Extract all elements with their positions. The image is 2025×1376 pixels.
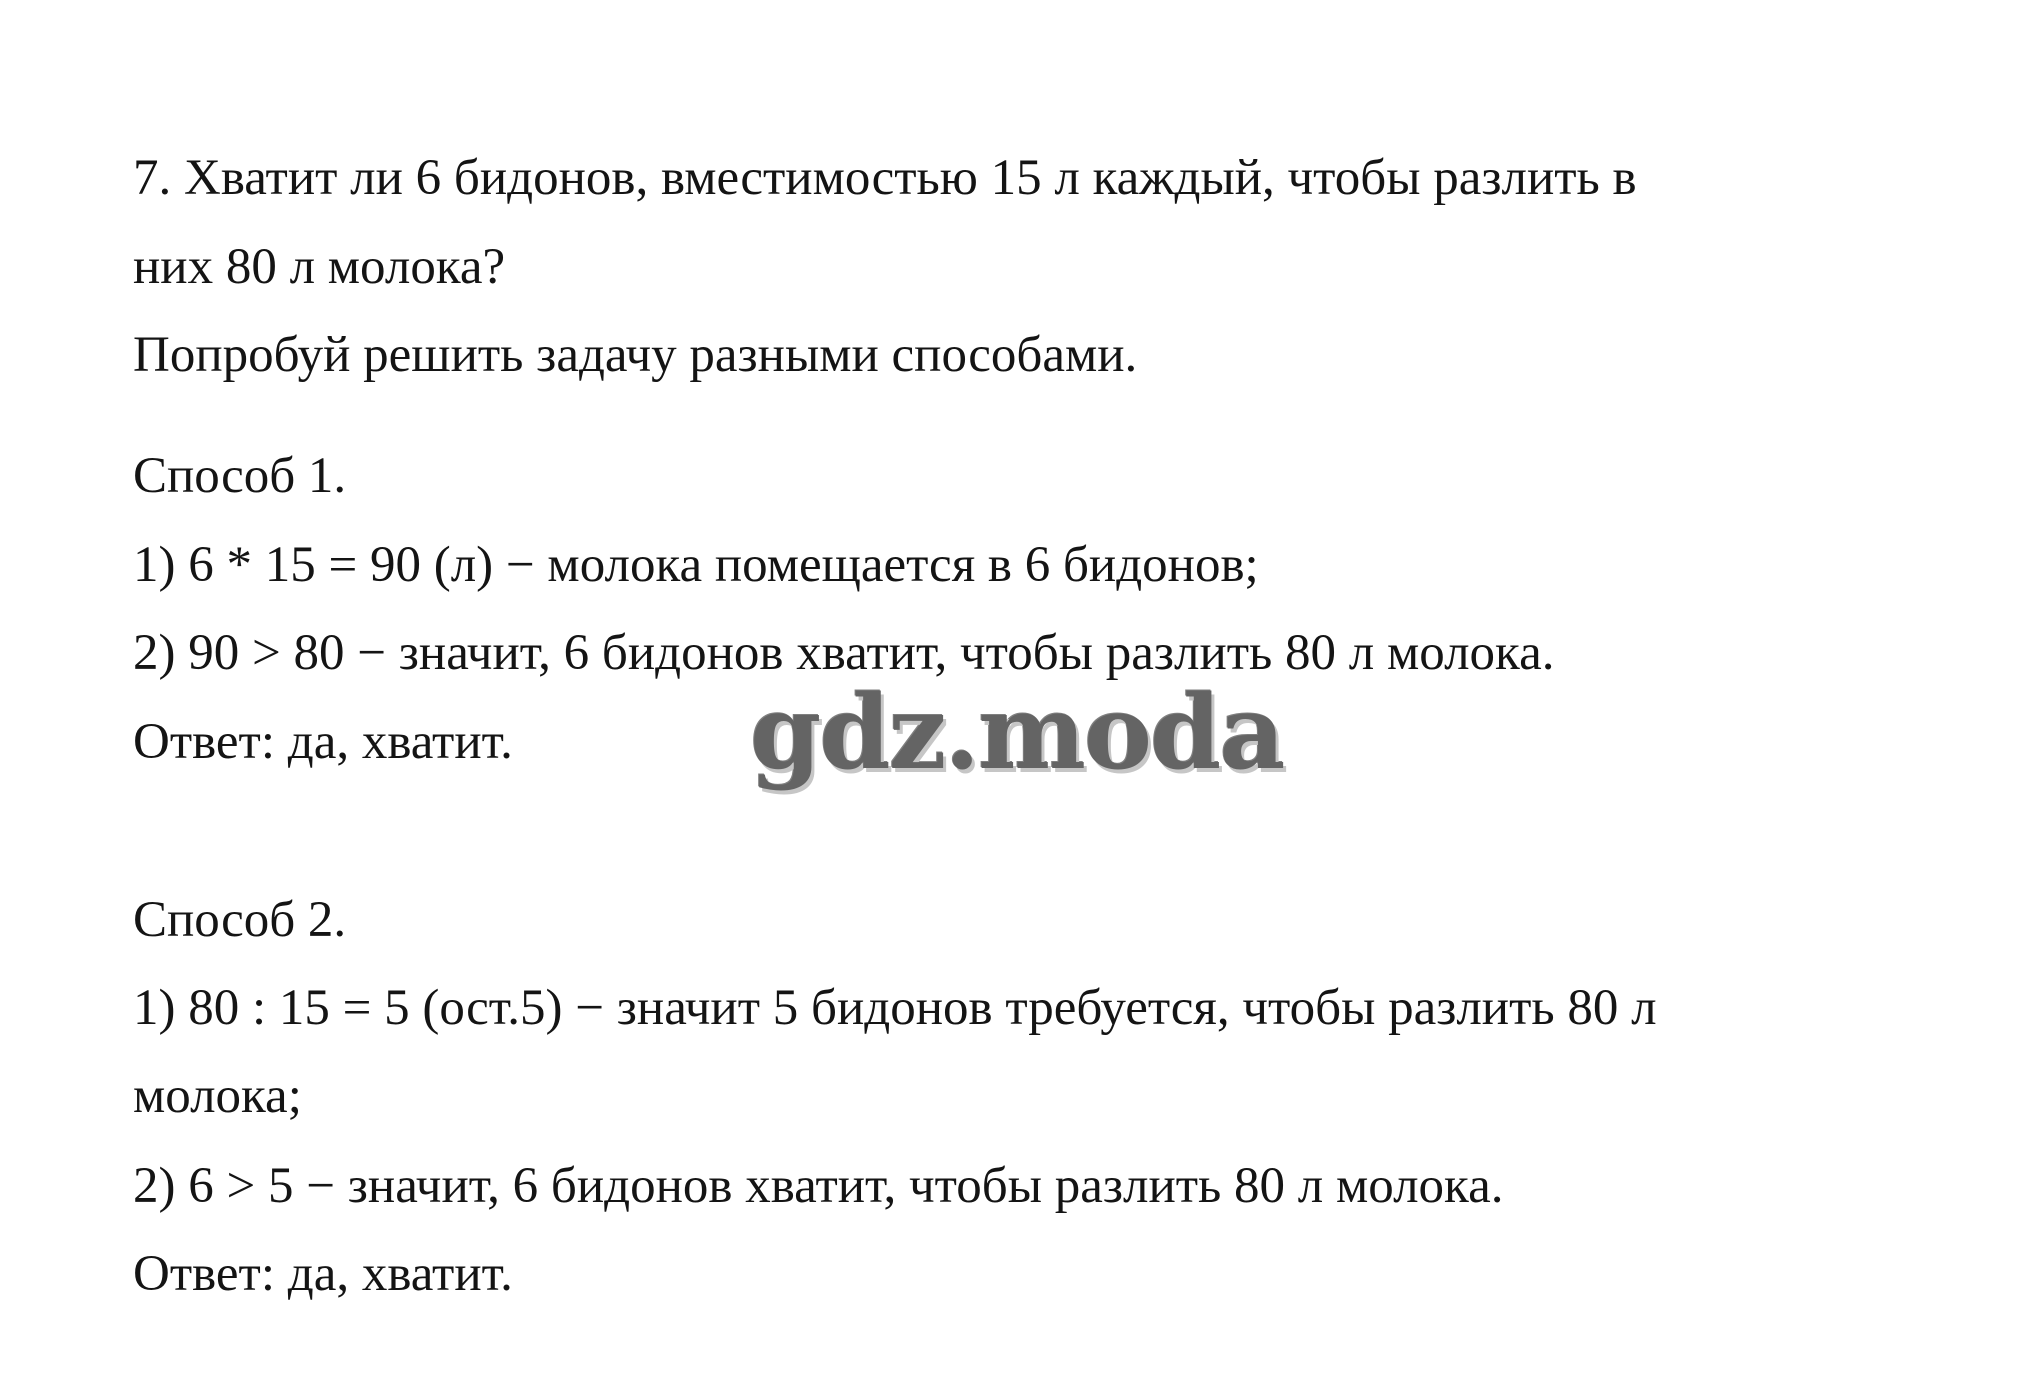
- task-text-line-1: 7. Хватит ли 6 бидонов, вместимостью 15 л каждый, чтобы разлить в: [133, 150, 1637, 206]
- method-1-step-2: 2) 90 > 80 − значит, 6 бидонов хватит, чтобы разлить 80 л молока.: [133, 625, 1555, 681]
- watermark-logo: gdz.moda: [750, 673, 1284, 793]
- method-2-step-2: 2) 6 > 5 − значит, 6 бидонов хватит, чтобы разлить 80 л молока.: [133, 1158, 1504, 1214]
- task-instruction: Попробуй решить задачу разными способами.: [133, 327, 1138, 383]
- method-2-step-1-line-1: 1) 80 : 15 = 5 (ост.5) − значит 5 бидонов требуется, чтобы разлить 80 л: [133, 980, 1657, 1036]
- method-1-heading: Способ 1.: [133, 448, 347, 504]
- method-2-heading: Способ 2.: [133, 892, 347, 948]
- method-2-answer: Ответ: да, хватит.: [133, 1246, 513, 1302]
- method-2-step-1-line-2: молока;: [133, 1068, 302, 1124]
- task-text-line-2: них 80 л молока?: [133, 239, 506, 295]
- method-1-step-1: 1) 6 * 15 = 90 (л) − молока помещается в 6 бидонов;: [133, 537, 1259, 593]
- method-1-answer: Ответ: да, хватит.: [133, 714, 513, 770]
